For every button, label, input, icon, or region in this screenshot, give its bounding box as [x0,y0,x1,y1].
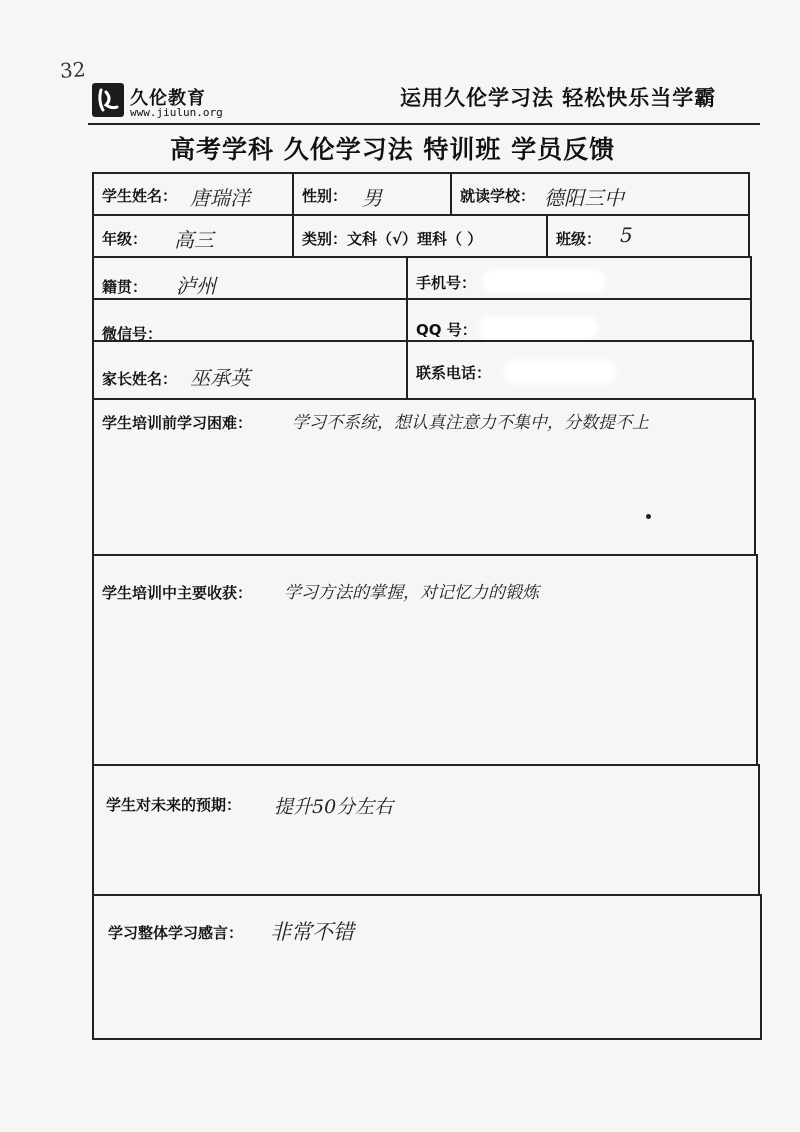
student-name-value: 唐瑞洋 [190,186,250,210]
logo-url: www.jiulun.org [130,106,223,119]
cell-parent-name [94,342,406,398]
class-label: 班级： [556,230,602,248]
form-title: 高考学科 久伦学习法 特训班 学员反馈 [170,135,616,164]
wechat-label: 微信号： [102,325,163,343]
parent-name-value: 巫承英 [190,366,250,390]
native-place-label: 籍贯： [102,278,148,296]
difficulties-label: 学生培训前学习困难： [102,414,253,432]
expectation-value: 提升50分左右 [274,796,394,818]
cell-class [546,216,748,256]
cell-grade [94,216,292,256]
cell-native-place [94,258,406,298]
school-label: 就读学校： [460,187,536,205]
parent-name-label: 家长姓名： [102,370,178,388]
gains-label: 学生培训中主要收获： [102,584,253,602]
row-parent [92,340,754,400]
qq-label: QQ 号： [416,321,477,339]
grade-value: 高三 [174,228,214,252]
phone-label: 手机号： [416,274,477,292]
page-number: 32 [59,57,87,83]
row-native-phone [92,256,752,300]
category-label: 类别：文科（√）理科（ ） [302,230,483,248]
row-gains [92,554,758,766]
school-value: 德阳三中 [544,186,624,210]
cell-contact-phone [406,342,752,398]
ink-speck [646,514,651,519]
cell-qq [406,300,750,340]
native-place-value: 泸州 [176,274,216,298]
row-grade-category [92,214,750,258]
cell-category [292,216,546,256]
row-wechat-qq [92,298,752,342]
cell-school [450,174,748,214]
row-expectation [92,764,760,896]
contact-phone-redaction [508,364,612,380]
reflection-label: 学习整体学习感言： [108,924,244,942]
slogan: 运用久伦学习法 轻松快乐当学霸 [400,86,717,110]
qq-redaction [482,320,594,336]
row-reflection [92,894,762,1040]
expectation-label: 学生对未来的预期： [106,796,242,814]
reflection-value: 非常不错 [270,920,354,944]
grade-label: 年级： [102,230,148,248]
logo-name: 久伦教育 [130,88,206,109]
phone-redaction [486,273,602,289]
gender-value: 男 [362,186,382,210]
class-value: 5 [620,223,633,247]
difficulties-value: 学习不系统，想认真注意力不集中，分数提不上 [292,413,649,433]
row-student-info [92,172,750,216]
cell-student-name [94,174,292,214]
cell-wechat [94,300,406,343]
row-difficulties [92,398,756,556]
student-name-label: 学生姓名： [102,187,178,205]
gains-value: 学习方法的掌握，对记忆力的锻炼 [284,583,539,603]
cell-gender [292,174,450,214]
contact-phone-label: 联系电话： [416,364,492,382]
cell-phone [406,258,750,298]
gender-label: 性别： [302,187,348,205]
